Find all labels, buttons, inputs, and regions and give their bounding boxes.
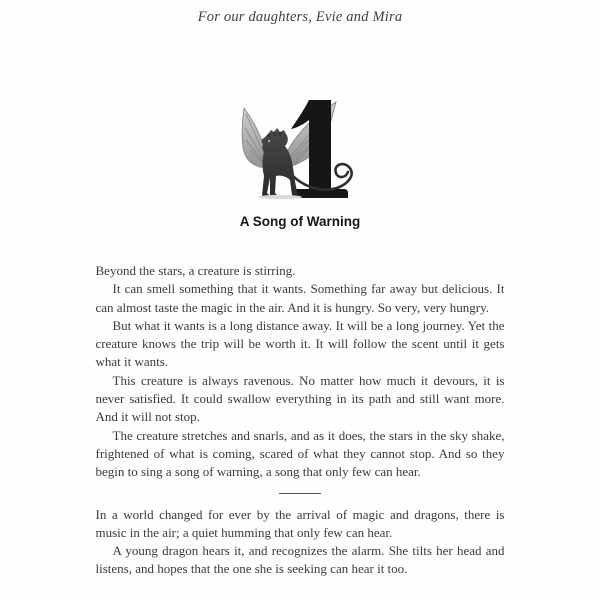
body-paragraph: The creature stretches and snarls, and as it does, the stars in the sky shake, frightened of what is coming, scared of what they cannot stop. And so they begin to sing a song of warning, a song that only few can hear. [95, 427, 505, 480]
body-paragraph: In a world changed for ever by the arrival of magic and dragons, there is music in the air; a quiet humming that only few can hear. [95, 506, 505, 540]
body-paragraph: But what it wants is a long distance away. It will be a long journey. Yet the creature knows the trip will be worth it. It will follow the scent until it gets what it wants. [95, 317, 505, 370]
body-paragraph: Beyond the stars, a creature is stirring. [95, 263, 296, 278]
section-divider [279, 493, 321, 494]
body-paragraph: It can smell something that it wants. Something far away but delicious. It can almost taste the magic in the air. And it is hungry. So very, very hungry. [95, 281, 505, 315]
chapter-title: A Song of Warning [239, 214, 361, 229]
dragon-numeral-illustration [234, 96, 366, 208]
body-paragraph: A young dragon hears it, and recognizes the alarm. She tilts her head and listens, and hopes that the one she is seeking can hear it too. [95, 543, 505, 577]
body-paragraph: This creature is always ravenous. No matter how much it devours, it is never satisfied. It could swallow everything in its path and still want more. And it will not stop. [95, 372, 505, 425]
dedication-text: For our daughters, Evie and Mira [197, 9, 403, 25]
chapter-illustration [234, 96, 366, 208]
body-text-column [96, 262, 505, 579]
